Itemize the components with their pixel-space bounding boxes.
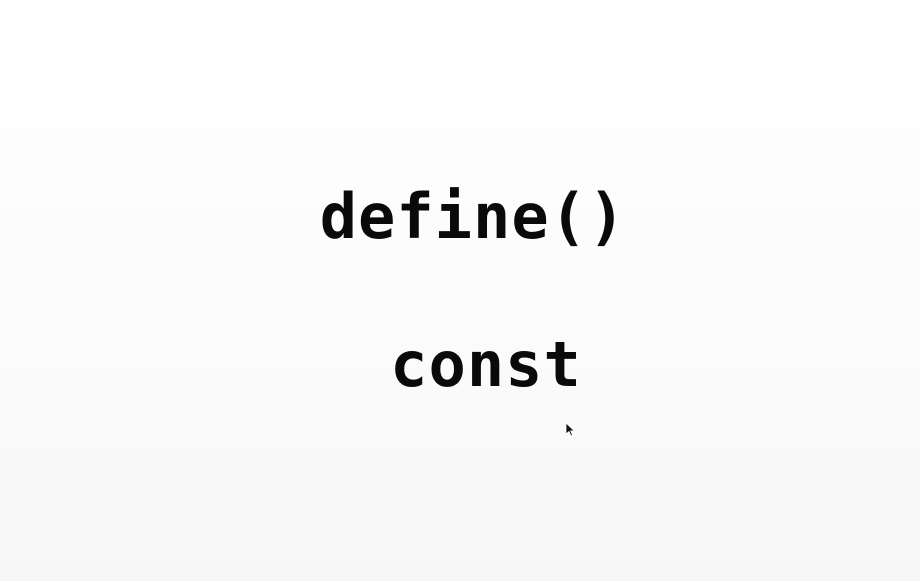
code-keyword-define: define(): [319, 180, 627, 253]
mouse-pointer-icon: [565, 422, 577, 438]
code-keyword-const: const: [390, 328, 582, 401]
